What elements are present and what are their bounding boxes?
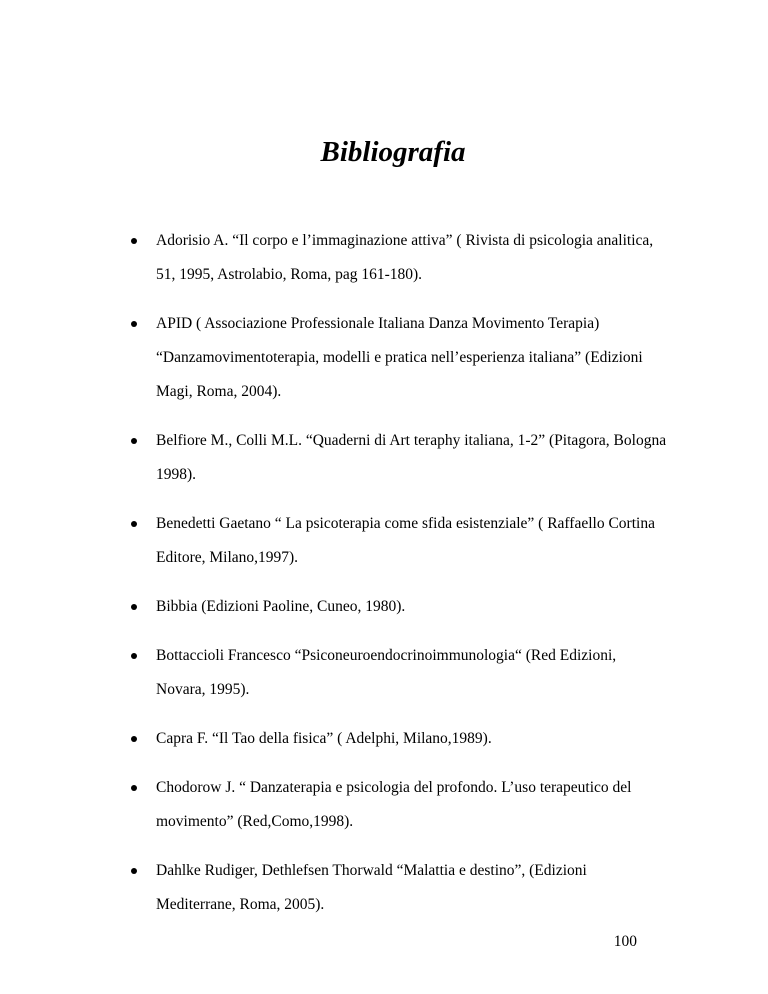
bullet-icon	[131, 521, 137, 527]
bibliography-entry	[0, 507, 768, 575]
page-title: Bibliografia	[320, 136, 466, 168]
entry-text: Bibbia (Edizioni Paoline, Cuneo, 1980).	[156, 598, 406, 615]
bibliography-list	[0, 224, 768, 937]
bibliography-entry	[0, 722, 768, 756]
bullet-icon	[131, 321, 137, 327]
entry-text: Benedetti Gaetano “ La psicoterapia come sfida esistenziale” ( Raffaello Cortina Editore, Milano,1997).	[156, 515, 655, 566]
entry-text: Bottaccioli Francesco “Psiconeuroendocrinoimmunologia“ (Red Edizioni, Novara, 1995).	[156, 647, 617, 698]
bibliography-entry	[0, 771, 768, 839]
entry-text: Capra F. “Il Tao della fisica” ( Adelphi, Milano,1989).	[156, 730, 492, 747]
bibliography-entry	[0, 307, 768, 409]
bibliography-entry	[0, 854, 768, 922]
bibliography-entry	[0, 424, 768, 492]
bullet-icon	[131, 868, 137, 874]
entry-text: Dahlke Rudiger, Dethlefsen Thorwald “Malattia e destino”, (Edizioni Mediterrane, Roma, 2005).	[156, 862, 587, 913]
page-number: 100	[613, 933, 637, 950]
bullet-icon	[131, 785, 137, 791]
bullet-icon	[131, 238, 137, 244]
entry-text: Chodorow J. “ Danzaterapia e psicologia del profondo. L’uso terapeutico del movimento” (Red,Como,1998).	[156, 779, 632, 830]
entry-text: Adorisio A. “Il corpo e l’immaginazione attiva” ( Rivista di psicologia analitica, 51, 1995, Astrolabio, Roma, pag 161-180).	[156, 232, 654, 283]
bullet-icon	[131, 653, 137, 659]
entry-text: APID ( Associazione Professionale Italiana Danza Movimento Terapia) “Danzamovimentoterapia, modelli e pratica nell’esperienza italiana” (Edizioni Magi, Roma, 2004).	[156, 315, 643, 400]
entry-text: Belfiore M., Colli M.L. “Quaderni di Art teraphy italiana, 1-2” (Pitagora, Bologna 1998).	[156, 432, 667, 483]
bullet-icon	[131, 604, 137, 610]
bibliography-entry	[0, 224, 768, 292]
bullet-icon	[131, 438, 137, 444]
bibliography-entry	[0, 590, 768, 624]
bibliography-entry	[0, 639, 768, 707]
bullet-icon	[131, 736, 137, 742]
